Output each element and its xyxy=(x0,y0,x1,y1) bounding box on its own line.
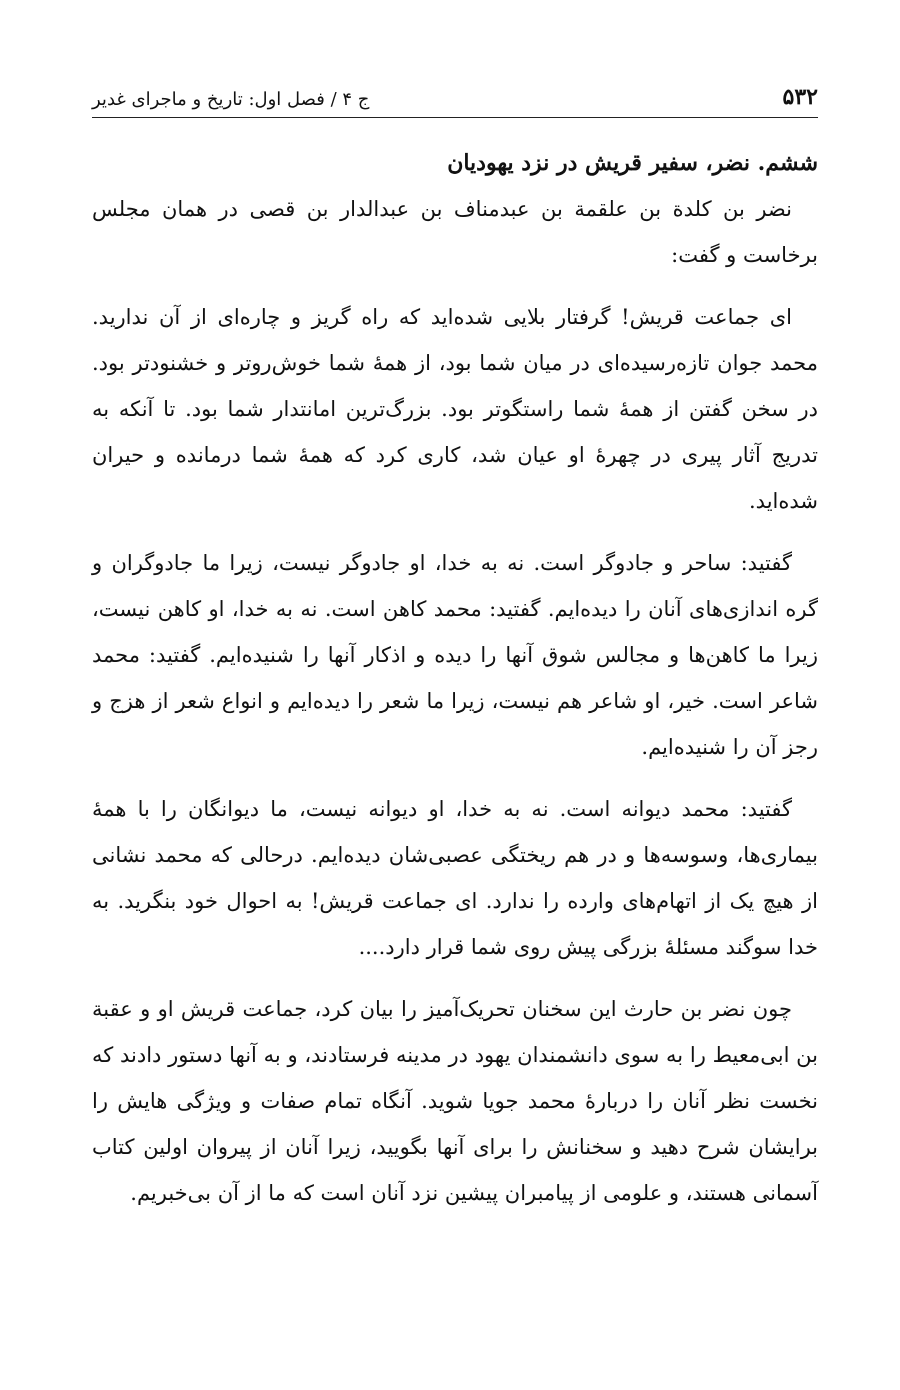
paragraph-speech-2: گفتید: ساحر و جادوگر است. نه به خدا، او جادوگر نیست، زیرا ما جادوگران و گره اندازی‌های آنان را دیده‌ایم. گفتید: محمد کاهن است. نه به خدا، او کاهن نیست، زیرا ما کاهن‌ها و مجالس شوق آنها را دیده و اذکار آنها را شنیده‌ایم. گفتید: محمد شاعر است. خیر، او شاعر هم نیست، زیرا ما شعر را دیده‌ایم و انواع شعر از هزج و رجز آن را شنیده‌ایم. xyxy=(92,551,818,759)
page-header xyxy=(92,70,818,110)
section-title: ششم. نضر، سفیر قریش در نزد یهودیان xyxy=(447,150,818,176)
page-number: ۵۳۲ xyxy=(782,84,818,110)
paragraph-speech-3: گفتید: محمد دیوانه است. نه به خدا، او دیوانه نیست، ما دیوانگان را با همهٔ بیماری‌ها، وسوسه‌ها و در هم ریختگی عصبی‌شان دیده‌ایم. درحالی که محمد نشانی از هیچ یک از اتهام‌های وارده را ندارد. ای جماعت قریش! به احوال خود بنگرید. به خدا سوگند مسئلهٔ بزرگی پیش روی شما قرار دارد.... xyxy=(92,797,818,959)
header-rule xyxy=(92,117,818,118)
running-title: ج ۴ / فصل اول: تاریخ و ماجرای غدیر xyxy=(92,89,370,110)
paragraph-speech-1: ای جماعت قریش! گرفتار بلایی شده‌اید که راه گریز و چاره‌ای از آن ندارید. محمد جوان تازه‌رسیده‌ای در میان شما بود، از همهٔ شما خوش‌روتر و خشنودتر بود. در سخن گفتن از همهٔ شما راستگوتر بود. بزرگ‌ترین امانتدار شما بود. تا آنکه به تدریج آثار پیری در چهرهٔ او عیان شد، کاری کرد که همهٔ شما درمانده و حیران شده‌اید. xyxy=(92,305,818,513)
paragraph-narration: چون نضر بن حارث این سخنان تحریک‌آمیز را بیان کرد، جماعت قریش او و عقبة بن ابی‌معیط را به سوی دانشمندان یهود در مدینه فرستادند، و به آنها دستور دادند که نخست نظر آنان را دربارهٔ محمد جویا شوید. آنگاه تمام صفات و ویژگی هایش را برایشان شرح دهید و سخنانش را برای آنها بگویید، زیرا آنان از پیروان اولین کتاب آسمانی هستند، و علومی از پیامبران پیشین نزد آنان است که ما از آن بی‌خبریم. xyxy=(92,997,818,1205)
paragraph-intro: نضر بن کلدة بن علقمة بن عبدمناف بن عبدالدار بن قصی در همان مجلس برخاست و گفت: xyxy=(92,197,818,267)
page-body xyxy=(92,140,818,1216)
